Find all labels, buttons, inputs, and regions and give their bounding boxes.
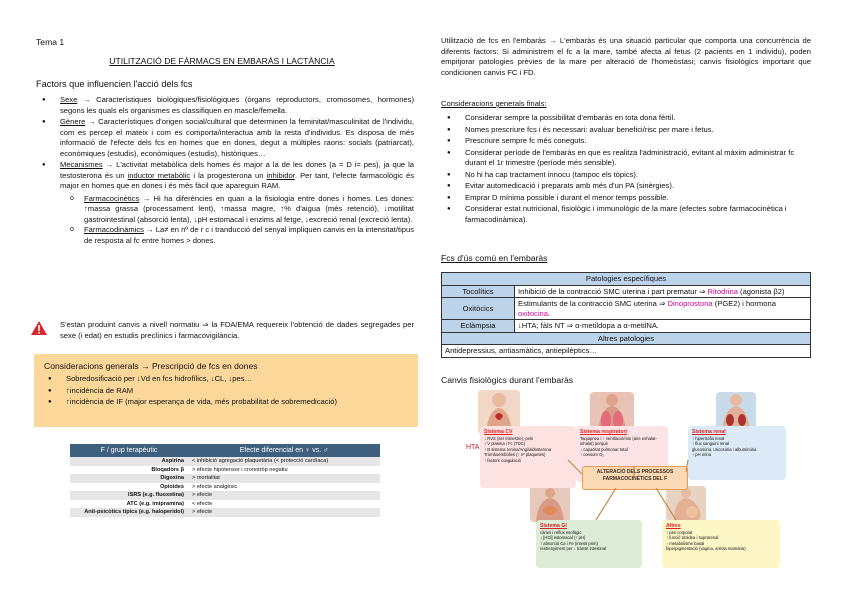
mecanismes-term: Mecanismes (60, 160, 103, 169)
gi-title: Sistema GI (540, 523, 567, 529)
consideration-item: ● ↑incidència de RAM (66, 386, 410, 397)
cv-item: ↓ RVS (ser trimestre), pels (484, 435, 534, 441)
table-cell-drug: Aspirina (70, 457, 188, 466)
center-box: ALTERACIÓ DELS PROCESSOS FARMACOCINÈTICS DEL F (582, 466, 688, 490)
mecanismes-text-1: → L'activitat metabòlica dels homes és major a la de les dones (a = D i= pes), ja que la testosterona és un (60, 160, 414, 180)
sexe-term: Sexe (60, 95, 78, 104)
farmacodinamics-item (84, 225, 414, 246)
altres-header: Altres patologies (442, 332, 811, 345)
altres-item: ↑ pes corporal (666, 529, 693, 535)
table-header-col1: F / grup terapèutic (70, 444, 188, 457)
table-row (70, 474, 380, 483)
table-cell-drug: Opioides (160, 483, 184, 490)
table-cell-effect: > efecte analgèsic (192, 483, 238, 490)
farmacocinetics-item (84, 194, 414, 226)
inhibidor-term: inhibidor (266, 170, 295, 180)
genere-term: Gènere (60, 117, 86, 126)
hta-label: HTA (466, 444, 480, 451)
fcs-us-heading: Fcs d'ús comú en l'embaràs (441, 253, 548, 263)
tocolitics-label: Tocolítics (442, 285, 515, 298)
table-row (70, 508, 380, 517)
cv-item: Tromboembòlies (↑ nº plaquetes) (484, 452, 546, 458)
final-considerations-heading: Consideracions generals finals: (441, 99, 547, 108)
gi-item: restrenyiment per ↓ trànsit intestinal (540, 546, 607, 552)
mecanismes-text-3: . Per tant, l'efecte farmacològic és major en homes que en dones i és més fàcil que apareguin RAM. (60, 170, 414, 190)
renal-title: Sistema renal (692, 429, 726, 435)
table-cell-drug: ATC (e.g. imipramina) (126, 500, 184, 507)
table-row (442, 320, 811, 333)
gi-item: càries i reflux esofàgic (540, 529, 582, 535)
tocolitics-text: Inhibició de la contracció SMC uterina i part prematur ⇒ Ritodrina (agonista β2) (515, 285, 811, 298)
oxitocics-text: Estimulants de la contracció SMC uterina ⇒ Dinoprostona (PGE2) i hormona oxitocina. (515, 298, 811, 320)
table-row (70, 500, 380, 509)
table-cell-effect: > mortalitat (188, 474, 380, 483)
final-item: ● Prescriure sempre fc més coneguts. (465, 136, 813, 147)
tema-label: Tema 1 (36, 37, 65, 47)
consideration-item: ● Sobredosificació per ↓Vd en fcs hidrofílics, ↓CL, ↓pes… (66, 374, 410, 385)
altres-title: Altres (666, 523, 681, 529)
renal-item: glucosúria, uricosúria i albuminúria (692, 446, 757, 452)
physiological-changes-diagram (466, 390, 806, 588)
respiratory-item: ↓ capacitat pulmonar total (580, 446, 628, 452)
respiratory-title: Sistema respiratori (580, 429, 627, 435)
renal-item: ↑ flux sanguini renal (692, 441, 730, 447)
considerations-box (34, 354, 418, 427)
cv-item: ↑ B sistema renina/Angi/aldosterona (484, 446, 552, 452)
consideration-item: ● ↑incidència de IF (major esperança de vida, més probabilitat de sobremedicació) (66, 397, 410, 408)
mecanismes-item (60, 160, 414, 246)
table-row (442, 298, 811, 320)
farmacocinetics-term: Farmacocinètics (84, 193, 140, 203)
table-cell-effect: < efecte (192, 500, 213, 507)
table-row (70, 457, 380, 466)
table-row (442, 285, 811, 298)
table-cell-effect: > efecte (188, 508, 380, 517)
final-considerations-list (441, 113, 813, 226)
table-cell-drug: Anti-psicòtics típics (e.g. haloperidol) (70, 508, 188, 517)
table-header-col2: Efecte diferencial en ♀ vs. ♂ (188, 444, 380, 457)
table-cell-drug: Bloqadors β (151, 466, 184, 473)
final-item: ● Evitar automedicació i preparats amb més d'un PA (sinèrgies). (465, 181, 813, 192)
factors-section (36, 95, 414, 247)
cv-item: ↑ factors coagulació (484, 457, 522, 463)
table-row (70, 491, 380, 500)
table-cell-drug: Digoxina (70, 474, 188, 483)
page-title: UTILITZACIÓ DE FÀRMACS EN EMBARÀS I LACTÀNCIA (109, 56, 335, 66)
genere-item (60, 117, 414, 159)
altres-item: ↑ funció tiroidea i suprarenal (666, 535, 719, 541)
final-item: ● No hi ha cap tractament innocu (tampoc els tòpics). (465, 170, 813, 181)
farmacodinamics-text: → La≠ en nº de r c i tranducció del senyal impliquen canvis en la intensitat/tipus de resposta al fc entre homes > dones. (84, 225, 414, 245)
oxitocics-label: Oxitòcics (442, 298, 515, 320)
table-row (70, 483, 380, 492)
final-item: ● Nomes prescriure fcs i és necessari: avaluar benefici/risc per mare i fetus. (465, 125, 813, 136)
final-item: ● Considerar sempre la possibilitat d'embaràs en tota dona fèrtil. (465, 113, 813, 124)
warning-icon (30, 320, 48, 336)
gi-item: ↑ absorció Ca i Fe (intesti prim) (540, 540, 598, 546)
warning-text: S'estan produint canvis a nivell normatiu ⇒ la FDA/EMA requereix l'obtenció de dades segregades per sexe (i edat) en estudis preclínics i farmacovigilància. (60, 320, 414, 340)
embaras-intro-text: → L'embaràs és una situació particular que comporta una concurrència de diferents factors: Si administrem el fc a la mare, també afecta al fetus (2 pacients en 1 individu), poden empitjorar patologies prèvies de la mare per alteració de l'homeòstasi; canvis fisiològics important que condicionen canvis FC i FD. (441, 36, 811, 77)
table-cell-effect: > efecte hipotensor i cronotròp negatiu (192, 466, 288, 473)
diagram-connectors (466, 390, 806, 588)
table-cell-effect: < inhibició agregació plaquetària (< protecció cardíaca) (188, 457, 380, 466)
eclampsia-text: ↓HTA; fàls NT ⇒ α-metildopa a α-metilNA. (515, 320, 811, 333)
canvis-heading: Canvis fisiològics durant l'embaràs (441, 375, 574, 385)
altres-item: hiperpigmentació (vagina, aréola mamària) (666, 546, 746, 552)
final-item: ● Emprar D mínima possible i durant el menor temps possible. (465, 193, 813, 204)
respiratory-item: Taquipnea i ↑ ventilació/min (aire exhalat-inhalat) perquè (580, 435, 657, 447)
embaras-intro (441, 36, 811, 78)
gi-item: ↓ [HCl] estomacal (↑ pH) (540, 535, 586, 541)
altres-item: ↑ metabolisme basal (666, 540, 705, 546)
renal-item: ↑ pH orina (692, 452, 712, 458)
altres-text: Antidepressius, antiasmàtics, antiepilèptics… (442, 345, 811, 358)
inductor-term: inductor metabòlic (127, 170, 191, 180)
cv-item: ↑ V plasma i Fc (TDC) (484, 441, 526, 447)
table-cell-effect: > efecte (188, 491, 380, 500)
respiratory-item: ↑ consum O₂ (580, 452, 604, 458)
table-row (70, 466, 380, 475)
cv-title: Sistema CV (484, 429, 513, 435)
pathologies-table (441, 272, 811, 358)
sexe-item (60, 95, 414, 116)
mecanismes-text-2: i la progesterona un (190, 170, 267, 180)
farmacodinamics-term: Farmacodinàmics (84, 225, 144, 234)
genere-text: → Característiques d'origen social/cultural que determinen la feminitat/masculinitat de l'individu, com es percep el mateix i com es comporta/interactua amb la resta d'individus. Es disposa de més informació de l'efecte dels fcs en homes que en dones, degut a múltiples raons: socials (patriarcat), econòmiques (estudis), econòmiques (estudis), històriques… (60, 117, 414, 158)
table-cell-drug: ISRS (e.g. fluoxetina) (70, 491, 188, 500)
embaras-intro-term: Utilització de fcs en l'embaràs (441, 36, 546, 45)
final-item: ● Considerar estat nutricional, fisiològic i immunològic de la mare (efectes sobre farmacocinètica i farmacodinàmica). (465, 204, 813, 225)
considerations-heading: Consideracions generals → Prescripció de fcs en dones (44, 361, 258, 371)
farmacocinetics-text: → Hi ha diferències en quan a la fisiologia entre dones i homes. Les dones: ↑massa grassa (processament lent), ↑massa magre, ↑% d'aigua (més retenció), ↓motilitat gastrointestinal (absorció lenta), ↓pH estomacal i enzims al fetge, ↓excreció renal (excreció lenta). (84, 193, 414, 224)
factors-heading: Factors que influencien l'acció dels fcs (36, 79, 193, 89)
sexe-text: → Característiques biològiques/fisiològiques (òrgans reproductors, cromosomes, hormones) segons les quals els organismes es classifiquen en mascle/femella. (60, 95, 414, 115)
final-item: ● Considerar període de l'embaràs en que es realitza l'administració, evitant al màxim administrar fc durant el 1r trimestre (període més sensible). (465, 148, 813, 169)
eclampsia-label: Eclàmpsia (442, 320, 515, 333)
pathologies-header: Patologies específiques (442, 273, 811, 286)
fcs-differential-table (70, 444, 380, 517)
renal-item: ↑ hipertrofia renal (692, 435, 725, 441)
